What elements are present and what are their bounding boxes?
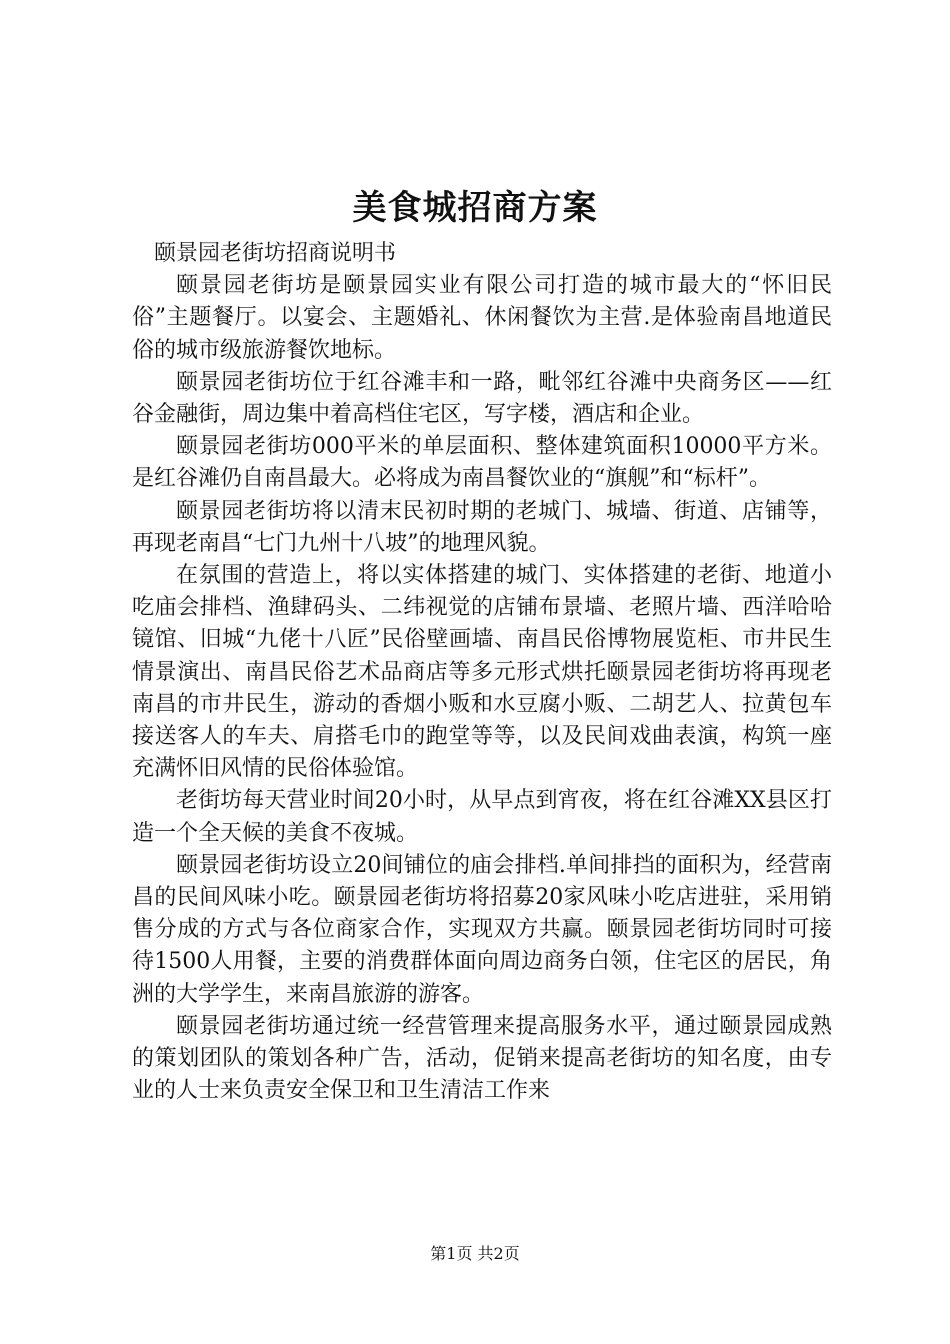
- paragraph-5: 在氛围的营造上，将以实体搭建的城门、实体搭建的老街、地道小吃庙会排档、渔肆码头、二纬视觉的店铺布景墙、老照片墙、西洋哈哈镜馆、旧城“九佬十八匠”民俗壁画墙、南昌民俗博物展览柜、市井民生情景演出、南昌民俗艺术品商店等多元形式烘托颐景园老街坊将再现老南昌的市井民生，游动的香烟小贩和水豆腐小贩、二胡艺人、拉黄包车接送客人的车夫、肩搭毛巾的跑堂等等，以及民间戏曲表演，构筑一座充满怀旧风情的民俗体验馆。: [132, 563, 832, 782]
- document-title: 美食城招商方案: [352, 188, 598, 228]
- paragraph-4: 颐景园老街坊将以清末民初时期的老城门、城墙、街道、店铺等，再现老南昌“七门九州十八坡”的地理风貌。: [132, 498, 832, 556]
- paragraph-2: 颐景园老街坊位于红谷滩丰和一路，毗邻红谷滩中央商务区——红谷金融街，周边集中着高档住宅区，写字楼，酒店和企业。: [132, 369, 832, 428]
- paragraph-6: 老街坊每天营业时间20小时，从早点到宵夜，将在红谷滩XX县区打造一个全天候的美食不夜城。: [132, 788, 832, 846]
- page-footer: 第1页 共2页: [430, 1244, 520, 1263]
- paragraph-7: 颐景园老街坊设立20间铺位的庙会排档.单间排挡的面积为，经营南昌的民间风味小吃。颐景园老街坊将招募20家风味小吃店进驻，采用销售分成的方式与各位商家合作，实现双方共赢。颐景园老街坊同时可接待1500人用餐，主要的消费群体面向周边商务白领，住宅区的居民，角洲的大学学生，来南昌旅游的游客。: [132, 852, 832, 1007]
- paragraph-8: 颐景园老街坊通过统一经营管理来提高服务水平，通过颐景园成熟的策划团队的策划各种广告，活动，促销来提高老街坊的知名度，由专业的人士来负责安全保卫和卫生清洁工作来: [132, 1013, 832, 1104]
- paragraph-1: 颐景园老街坊是颐景园实业有限公司打造的城市最大的“怀旧民俗”主题餐厅。以宴会、主题婚礼、休闲餐饮为主营.是体验南昌地道民俗的城市级旅游餐饮地标。: [132, 273, 832, 363]
- document-subheading: 颐景园老街坊招商说明书: [154, 241, 397, 266]
- document-body: [132, 238, 832, 1107]
- paragraph-3: 颐景园老街坊000平米的单层面积、整体建筑面积10000平方米。是红谷滩仍自南昌最大。必将成为南昌餐饮业的“旗舰”和“标杆”。: [132, 434, 832, 492]
